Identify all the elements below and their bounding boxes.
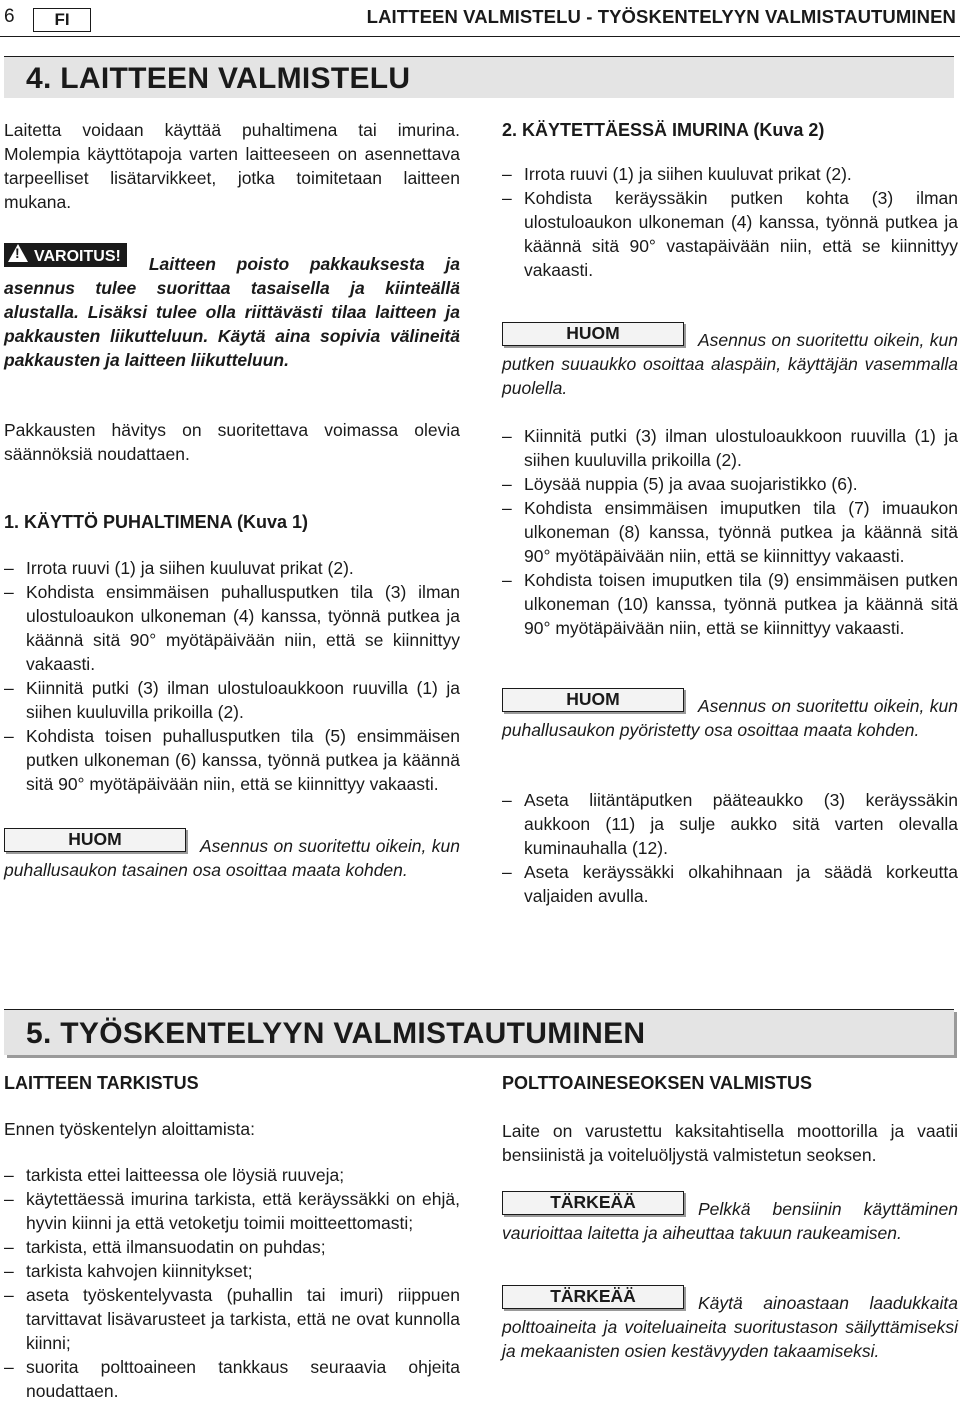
- note-badge: HUOM: [502, 688, 684, 712]
- caution-badge: TÄRKEÄÄ: [502, 1191, 684, 1215]
- section-4-title: 4. LAITTEEN VALMISTELU: [26, 62, 411, 95]
- list-item: – käytettäessä imurina tarkista, että keräyssäkki on ehjä, hyvin kiinni ja että vetoketju toimii moitteettomasti;: [4, 1187, 460, 1235]
- list-item: – aseta työskentelyvasta (puhallin tai imuri) riippuen tarvittavat lisävarusteet ja tarkista, että ne ovat kunnolla kiinni;: [4, 1283, 460, 1355]
- vacuum-heading: 2. KÄYTETTÄESSÄ IMURINA (Kuva 2): [502, 120, 825, 140]
- vacuum-note-1: [502, 323, 958, 400]
- list-item: – tarkista ettei laitteessa ole löysiä ruuveja;: [4, 1163, 460, 1187]
- list-item: – Kiinnitä putki (3) ilman ulostuloaukkoon ruuvilla (1) ja siihen kuuluvilla prikoilla (2).: [4, 676, 460, 724]
- caution-badge: TÄRKEÄÄ: [502, 1285, 684, 1309]
- blower-heading: 1. KÄYTTÖ PUHALTIMENA (Kuva 1): [4, 512, 309, 532]
- list-item: – Aseta keräyssäkki olkahihnaan ja säädä korkeutta valjaiden avulla.: [502, 860, 958, 908]
- list-item: – tarkista kahvojen kiinnitykset;: [4, 1259, 460, 1283]
- page-number: 6: [4, 6, 15, 27]
- list-item: – Kohdista toisen puhallusputken tila (5) ensimmäisen putken ulkoneman (6) kanssa, työnnä putkea ja käännä sitä 90° myötäpäivään niin, että se kiinnittyy vakaasti.: [4, 724, 460, 796]
- list-item: – Aseta liitäntäputken pääteaukko (3) keräyssäkin aukkoon (11) ja sulje aukko sitä varten olevalla kuminauhalla (12).: [502, 788, 958, 860]
- language-badge: FI: [33, 8, 91, 32]
- list-item: – tarkista, että ilmansuodatin on puhdas;: [4, 1235, 460, 1259]
- blower-note: [4, 829, 460, 882]
- disposal-paragraph: Pakkausten hävitys on suoritettava voimassa olevia säännöksiä noudattaen.: [4, 420, 460, 464]
- section-4-right-column: [502, 118, 958, 908]
- list-item: – Kiinnitä putki (3) ilman ulostuloaukkoon ruuvilla (1) ja siihen kuuluvilla prikoilla (2).: [502, 424, 958, 472]
- list-item: – Kohdista keräyssäkin putken kohta (3) ilman ulostuloaukon ulkoneman (4) kanssa, työnnä putkea ja käännä sitä 90° vastapäivään niin, että se kiinnittyy vakaasti.: [502, 186, 958, 282]
- warning-paragraph: [4, 248, 460, 372]
- list-item: – Löysää nuppia (5) ja avaa suojaristikko (6).: [502, 472, 958, 496]
- caution-text: Pelkkä bensiinin käyttäminen vaurioittaa laitetta ja aiheuttaa takuun raukeamisen.: [502, 1199, 958, 1243]
- section-4-banner: [4, 56, 954, 98]
- header-title: LAITTEEN VALMISTELU - TYÖSKENTELYYN VALMISTAUTUMINEN: [366, 6, 956, 27]
- note-text: Asennus on suoritettu oikein, kun puhallusaukon tasainen osa osoittaa maata kohden.: [4, 836, 460, 880]
- list-item: – Kohdista ensimmäisen puhallusputken tila (3) ilman ulostuloaukon ulkoneman (4) kanssa, työnnä putkea ja käännä sitä 90° myötäpäivään niin, että se kiinnittyy vakaasti.: [4, 580, 460, 676]
- list-item: – Irrota ruuvi (1) ja siihen kuuluvat prikat (2).: [4, 556, 460, 580]
- fuel-caution-1: [502, 1192, 958, 1245]
- note-text: Asennus on suoritettu oikein, kun puhallusaukon pyöristetty osa osoittaa maata kohden.: [502, 696, 958, 740]
- vacuum-steps-c: [502, 788, 958, 908]
- vacuum-steps-b: [502, 424, 958, 640]
- section-5-right-column: [502, 1071, 958, 1363]
- page-header: [0, 0, 960, 36]
- list-item: – Kohdista toisen imuputken tila (9) ensimmäisen putken ulkoneman (10) kanssa, työnnä putkea ja käännä sitä 90° myötäpäivään niin, että se kiinnittyy vakaasti.: [502, 568, 958, 640]
- note-badge: HUOM: [502, 322, 684, 346]
- check-list: [4, 1163, 460, 1403]
- vacuum-note-2: [502, 689, 958, 742]
- section-4-left-column: [4, 118, 460, 882]
- section-5-left-column: [4, 1071, 460, 1403]
- warning-label: VAROITUS!: [34, 248, 121, 265]
- blower-steps: [4, 556, 460, 796]
- list-item: – Kohdista ensimmäisen imuputken tila (7) imuaukon ulkoneman (8) kanssa, työnnä putkea ja käännä sitä 90° myötäpäivään niin, että se kiinnittyy vakaasti.: [502, 496, 958, 568]
- warning-text: Laitteen poisto pakkauksesta ja asennus tulee suorittaa tasaisella ja kiinteällä alustalla. Lisäksi tulee olla riittävästi tilaa laitteen ja pakkausten liikutteluun. Käytä aina sopivia välineitä pakkausten ja laitteen liikutteluun.: [4, 254, 460, 370]
- note-text: Asennus on suoritettu oikein, kun putken suuaukko osoittaa alaspäin, käyttäjän vasemmalla puolella.: [502, 330, 958, 398]
- check-intro: Ennen työskentelyn aloittamista:: [4, 1119, 255, 1139]
- fuel-caution-2: [502, 1286, 958, 1363]
- intro-paragraph: Laitetta voidaan käyttää puhaltimena tai imurina. Molempia käyttötapoja varten laitteeseen on asennettava tarpeelliset lisätarvikkeet, jotka toimitetaan laitteen mukana.: [4, 120, 460, 212]
- warning-triangle-icon: [8, 244, 28, 262]
- list-item: – Irrota ruuvi (1) ja siihen kuuluvat prikat (2).: [502, 162, 958, 186]
- section-5-banner: [4, 1009, 954, 1055]
- caution-text: Käytä ainoastaan laadukkaita polttoaineita ja voiteluaineita suoritustason säilyttämiseksi ja mekaanisten osien kestävyyden takaamiseksi.: [502, 1293, 958, 1361]
- fuel-heading: POLTTOAINESEOKSEN VALMISTUS: [502, 1073, 813, 1093]
- note-badge: HUOM: [4, 828, 186, 852]
- check-heading: LAITTEEN TARKISTUS: [4, 1073, 199, 1093]
- warning-badge: [4, 243, 127, 267]
- fuel-intro: Laite on varustettu kaksitahtisella moottorilla ja vaatii bensiinistä ja voiteluöljystä valmistetun seoksen.: [502, 1121, 958, 1165]
- list-item: – suorita polttoaineen tankkaus seuraavia ohjeita noudattaen.: [4, 1355, 460, 1403]
- section-5-title: 5. TYÖSKENTELYYN VALMISTAUTUMINEN: [26, 1017, 646, 1050]
- vacuum-steps-a: [502, 162, 958, 282]
- header-divider: [0, 36, 960, 37]
